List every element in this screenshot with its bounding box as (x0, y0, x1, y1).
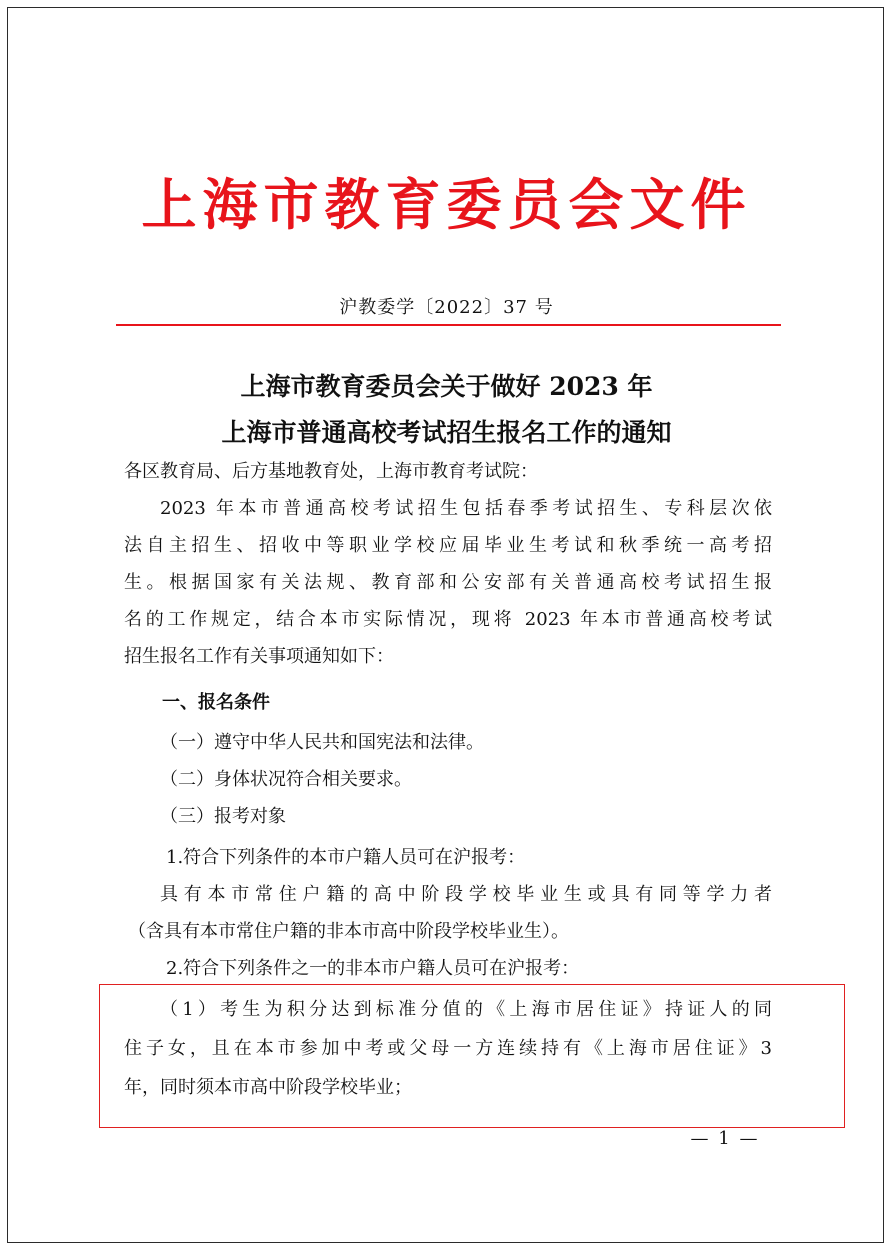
page-number: — 1 — (690, 1128, 760, 1149)
sub-item-2-1-line-3: 年，同时须本市高中阶段学校毕业； (124, 1077, 412, 1098)
sub-item-2: 2.符合下列条件之一的非本市户籍人员可在沪报考： (166, 958, 580, 979)
notice-title-line-2: 上海市普通高校考试招生报名工作的通知 (221, 418, 672, 447)
sub-item-2-1-line-2: 住子女，且在本市参加中考或父母一方连续持有《上海市居住证》3 (124, 1038, 772, 1059)
condition-item-3: （三）报考对象 (160, 806, 286, 827)
intro-line-5: 招生报名工作有关事项通知如下： (124, 646, 394, 667)
intro-line-2: 法自主招生、招收中等职业学校应届毕业生考试和秋季统一高考招 (124, 535, 772, 556)
org-header-title: 上海市教育委员会文件 (141, 172, 752, 237)
sub-item-1: 1.符合下列条件的本市户籍人员可在沪报考： (166, 847, 526, 868)
sub-item-1-line-1: 具有本市常住户籍的高中阶段学校毕业生或具有同等学力者 (160, 884, 772, 905)
intro-line-1: 2023 年本市普通高校考试招生包括春季考试招生、专科层次依 (160, 498, 772, 519)
red-divider-line (116, 324, 781, 326)
condition-item-2: （二）身体状况符合相关要求。 (160, 769, 412, 790)
section-heading-registration-conditions: 一、报名条件 (162, 692, 270, 713)
sub-item-2-1-line-1: （1）考生为积分达到标准分值的《上海市居住证》持证人的同 (160, 999, 772, 1020)
notice-title-line-1: 上海市教育委员会关于做好 2023 年 (240, 372, 653, 401)
sub-item-1-line-2: （含具有本市常住户籍的非本市高中阶段学校毕业生）。 (128, 921, 569, 942)
intro-line-3: 生。根据国家有关法规、教育部和公安部有关普通高校考试招生报 (124, 572, 772, 593)
document-number: 沪教委学〔2022〕37 号 (339, 297, 554, 318)
addressee: 各区教育局、后方基地教育处，上海市教育考试院： (124, 461, 538, 482)
intro-line-4: 名的工作规定，结合本市实际情况，现将 2023 年本市普通高校考试 (124, 609, 772, 630)
condition-item-1: （一）遵守中华人民共和国宪法和法律。 (160, 732, 484, 753)
